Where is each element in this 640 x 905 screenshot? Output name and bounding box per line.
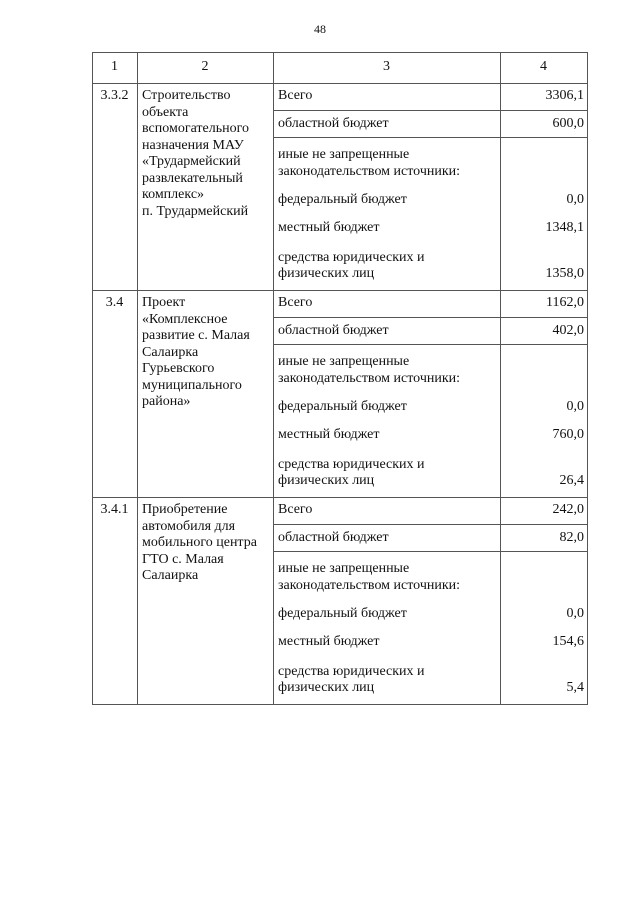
federal-value: 0,0 (566, 192, 584, 207)
row-border (92, 497, 588, 498)
local-value: 154,6 (552, 634, 584, 649)
column-border (587, 52, 588, 705)
row-code: 3.3.2 (100, 88, 129, 103)
row-description-line: развитие с. Малая (142, 328, 250, 343)
total-value: 3306,1 (545, 88, 584, 103)
row-description-line: назначения МАУ (142, 137, 244, 153)
row-border (273, 110, 588, 111)
legal-entities-label: средства юридических и (278, 457, 425, 472)
local-value: 760,0 (552, 427, 584, 442)
row-border (273, 551, 588, 552)
row-border (273, 317, 588, 318)
row-description-line: Салаирка (142, 568, 199, 583)
row-description-line: Гурьевского (142, 361, 215, 376)
row-description-line: автомобиля для (142, 518, 236, 534)
row-border (92, 52, 588, 53)
total-value: 1162,0 (546, 295, 584, 310)
row-description-line: комплекс» (142, 187, 205, 202)
legal-entities-label: средства юридических и (278, 664, 425, 679)
total-label: Всего (278, 88, 313, 103)
row-border (273, 344, 588, 345)
federal-label: федеральный бюджет (278, 399, 407, 414)
row-code: 3.4 (105, 295, 124, 310)
header-cell-4: 4 (540, 59, 547, 74)
row-border (273, 524, 588, 525)
total-value: 242,0 (552, 502, 584, 517)
other-sources-label: законодательством источники: (278, 164, 461, 179)
row-description-line: вспомогательного (142, 121, 250, 136)
row-description-line: мобильного центра (142, 535, 257, 550)
regional-value: 402,0 (552, 323, 584, 338)
header-cell-1: 1 (111, 59, 118, 74)
other-sources-label: иные не запрещенные (278, 561, 410, 576)
row-border (92, 290, 588, 291)
legal-entities-label: физических лиц (278, 266, 375, 281)
row-border (92, 704, 588, 705)
regional-label: областной бюджет (278, 323, 389, 338)
row-description-line: района» (142, 394, 191, 409)
federal-value: 0,0 (566, 606, 584, 621)
row-border (92, 83, 588, 84)
row-description-line: Приобретение (142, 502, 228, 517)
header-cell-2: 2 (201, 59, 209, 74)
local-value: 1348,1 (545, 220, 584, 235)
regional-label: областной бюджет (278, 116, 389, 131)
local-label: местный бюджет (278, 220, 380, 235)
legal-entities-value: 1358,0 (545, 266, 584, 281)
row-description-line: Салаирка (142, 344, 199, 360)
federal-label: федеральный бюджет (278, 606, 407, 621)
row-description-line: муниципального (142, 377, 242, 393)
other-sources-label: иные не запрещенные (278, 147, 410, 162)
row-border (273, 137, 588, 138)
federal-label: федеральный бюджет (278, 192, 407, 207)
header-cell-3: 3 (383, 59, 390, 74)
legal-entities-label: физических лиц (278, 680, 375, 695)
column-border (92, 52, 93, 705)
local-label: местный бюджет (278, 634, 380, 649)
total-label: Всего (278, 502, 313, 517)
row-description-line: развлекательный (142, 170, 243, 186)
row-description-line: «Комплексное (142, 311, 228, 327)
legal-entities-value: 26,4 (559, 473, 584, 488)
other-sources-label: законодательством источники: (278, 578, 461, 593)
other-sources-label: иные не запрещенные (278, 354, 410, 369)
row-description-line: Строительство (142, 88, 231, 103)
row-description-line: Проект (142, 295, 186, 310)
legal-entities-label: физических лиц (278, 473, 375, 488)
row-description-line: ГТО с. Малая (142, 551, 224, 567)
row-description-line: п. Трудармейский (142, 203, 249, 219)
regional-value: 82,0 (559, 530, 584, 545)
regional-label: областной бюджет (278, 530, 389, 545)
row-code: 3.4.1 (100, 502, 129, 517)
total-label: Всего (278, 295, 313, 310)
row-description-line: объекта (142, 104, 189, 120)
legal-entities-value: 5,4 (566, 680, 584, 695)
row-description-line: «Трудармейский (142, 154, 241, 169)
column-border (273, 52, 274, 705)
legal-entities-label: средства юридических и (278, 250, 425, 265)
federal-value: 0,0 (566, 399, 584, 414)
local-label: местный бюджет (278, 427, 380, 442)
other-sources-label: законодательством источники: (278, 371, 461, 386)
page-number: 48 (314, 22, 326, 36)
regional-value: 600,0 (552, 116, 584, 131)
column-border (137, 52, 138, 705)
